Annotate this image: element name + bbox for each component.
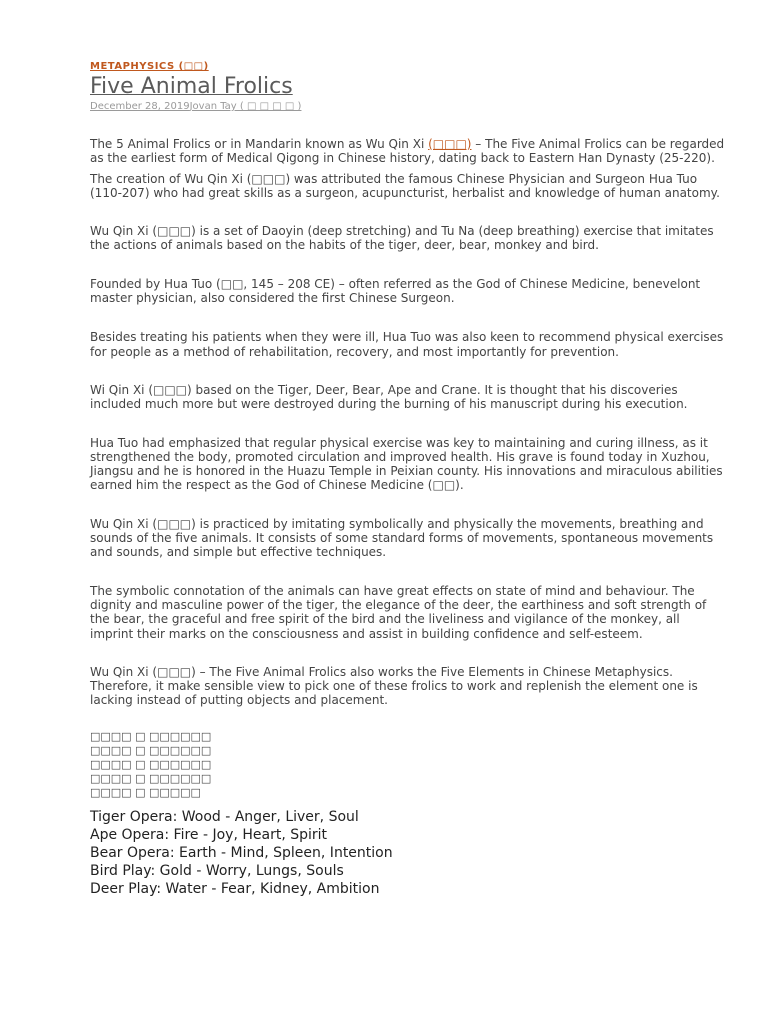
paragraph-intro — [90, 137, 726, 166]
intro-text-after-link: – The Five Animal Frolics can be regarded as the earliest form of Medical Qigong in Chinese history, dating back to Eastern Han Dynasty (25-220). — [90, 137, 725, 166]
paragraph-prevention: Besides treating his patients when they were ill, Hua Tuo was also keen to recommend physical exercises for people as a method of rehabilitation, recovery, and most importantly for prevention. — [90, 330, 724, 359]
wu-qin-xi-link[interactable]: (□□□) — [428, 137, 472, 151]
post-date-link[interactable]: December 28, 2019 — [90, 101, 190, 112]
paragraph-symbolism: The symbolic connotation of the animals can have great effects on state of mind and behaviour. The dignity and masculine power of the tiger, the elegance of the deer, the earthiness and soft strength of the bear, the graceful and free spirit of the bird and the liveliness and vigilance of the monkey, all imprint their marks on the consciousness and assist in building confidence and self-esteem. — [90, 583, 707, 641]
verse-line: □□□□ □ □□□□□ — [90, 785, 201, 799]
paragraph-five-animals: Wi Qin Xi (□□□) based on the Tiger, Deer, Bear, Ape and Crane. It is thought that his discoveries included much more but were destroyed during the burning of his manuscript during his execution. — [90, 382, 688, 412]
opera-bear: Bear Opera: Earth - Mind, Spleen, Intention — [90, 844, 393, 861]
paragraph-exercise: Hua Tuo had emphasized that regular physical exercise was key to maintaining and curing illness, as it strengthened the body, promoted circulation and improved health. His grave is found today in Xuzhou, Jiangsu and he is honored in the Huazu Temple in Peixian county. His innovations and miraculous abilities earned him the respect as the God of Chinese Medicine (□□). — [90, 435, 723, 493]
article — [90, 54, 726, 898]
opera-tiger: Tiger Opera: Wood - Anger, Liver, Soul — [90, 808, 359, 825]
article-body — [90, 137, 726, 898]
verse-line: □□□□ □ □□□□□□ — [90, 729, 212, 743]
paragraph-hua-tuo-founder: Founded by Hua Tuo (□□, 145 – 208 CE) – often referred as the God of Chinese Medicine, benevelont master physician, also considered the first Chinese Surgeon. — [90, 276, 701, 306]
verse-line: □□□□ □ □□□□□□ — [90, 743, 212, 757]
opera-bird: Bird Play: Gold - Worry, Lungs, Souls — [90, 862, 344, 879]
opera-ape: Ape Opera: Fire - Joy, Heart, Spirit — [90, 826, 328, 843]
verse-line: □□□□ □ □□□□□□ — [90, 757, 212, 771]
category-link[interactable]: METAPHYSICS (□□) — [90, 61, 209, 72]
opera-list — [90, 808, 726, 898]
intro-text-before-link: The 5 Animal Frolics or in Mandarin known as Wu Qin Xi — [90, 137, 429, 151]
post-meta — [90, 100, 726, 113]
verse-list — [90, 730, 726, 800]
verse-line: □□□□ □ □□□□□□ — [90, 771, 212, 785]
opera-deer: Deer Play: Water - Fear, Kidney, Ambition — [90, 880, 380, 897]
paragraph-daoyin: Wu Qin Xi (□□□) is a set of Daoyin (deep stretching) and Tu Na (deep breathing) exercise that imitates the actions of animals based on the habits of the tiger, deer, bear, monkey and bird. — [90, 224, 714, 253]
article-title[interactable]: Five Animal Frolics — [90, 74, 293, 99]
paragraph-five-elements: Wu Qin Xi (□□□) – The Five Animal Frolics also works the Five Elements in Chinese Metaphysics. Therefore, it make sensible view to pick one of these frolics to work and replenish the element one is lacking instead of putting objects and placement. — [90, 664, 698, 708]
author-link[interactable]: Jovan Tay ( □ □ □ □ ) — [189, 101, 302, 112]
paragraph-practice: Wu Qin Xi (□□□) is practiced by imitating symbolically and physically the movements, breathing and sounds of the five animals. It consists of some standard forms of movements, spontaneous movements and sounds, and simple but effective techniques. — [90, 516, 714, 560]
paragraph-creation: The creation of Wu Qin Xi (□□□) was attributed the famous Chinese Physician and Surgeon Hua Tuo (110-207) who had great skills as a surgeon, acupuncturist, herbalist and knowledge of human anatomy. — [90, 171, 720, 200]
